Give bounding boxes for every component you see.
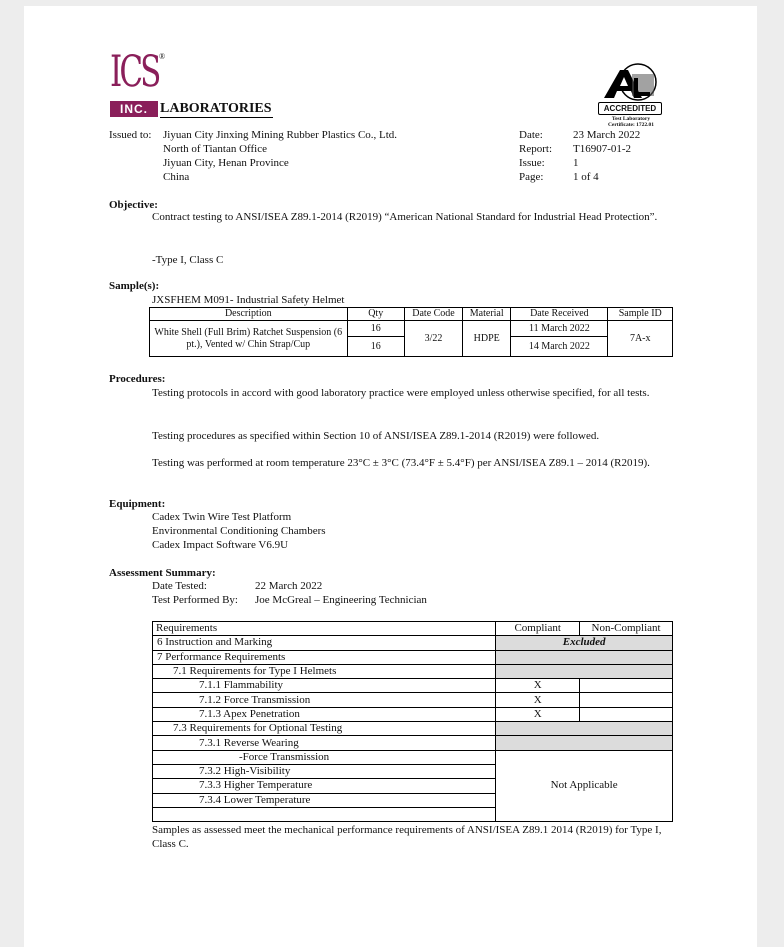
compliant-mark: X [496, 693, 580, 707]
logo-ics-text: ICS [110, 47, 159, 97]
table-row [153, 722, 673, 736]
shaded-cell [496, 722, 673, 736]
sample-date-received-1: 11 March 2022 [511, 321, 608, 337]
requirement-label: 7.3.4 Lower Temperature [153, 793, 496, 807]
requirement-label: 7 Performance Requirements [153, 650, 496, 664]
table-row [153, 650, 673, 664]
not-applicable-cell: Not Applicable [496, 750, 673, 821]
assessment-heading: Assessment Summary: [109, 567, 216, 579]
non-compliant-cell [580, 707, 673, 721]
page-value: 1 of 4 [573, 171, 599, 183]
sample-date-received-2: 14 March 2022 [511, 337, 608, 357]
requirement-label: 7.3.1 Reverse Wearing [153, 736, 496, 750]
issued-to-line-1: Jiyuan City Jinxing Mining Rubber Plastics Co., Ltd. [163, 129, 398, 141]
certificate-label: Certificate: 1722.01 [607, 122, 655, 128]
equipment-item: Cadex Impact Software V6.9U [152, 539, 289, 551]
page-label: Page: [519, 171, 544, 183]
column-header: Requirements [153, 622, 496, 636]
compliant-mark: X [496, 707, 580, 721]
requirement-label: 7.3 Requirements for Optional Testing [153, 722, 496, 736]
a2la-emblem-icon [598, 60, 666, 102]
logo-registered-mark: ® [159, 52, 166, 61]
requirement-label: 7.1.3 Apex Penetration [153, 707, 496, 721]
sample-name: JXSFHEM M091- Industrial Safety Helmet [152, 294, 345, 306]
column-header: Description [150, 308, 348, 321]
issue-value: 1 [573, 157, 579, 169]
equipment-heading: Equipment: [109, 498, 166, 510]
column-header: Non-Compliant [580, 622, 673, 636]
issued-to-label: Issued to: [109, 129, 152, 141]
issued-to-line-4: China [163, 171, 190, 183]
sample-description: White Shell (Full Brim) Ratchet Suspension (6 pt.), Vented w/ Chin Strap/Cup [150, 321, 348, 357]
column-header: Material [463, 308, 511, 321]
non-compliant-cell [580, 679, 673, 693]
requirement-label: 7.3.3 Higher Temperature [153, 779, 496, 793]
table-row [150, 321, 673, 337]
procedures-heading: Procedures: [109, 373, 166, 385]
column-header: Date Code [404, 308, 462, 321]
shaded-cell [496, 650, 673, 664]
issued-to-line-2: North of Tiantan Office [163, 143, 267, 155]
date-tested-label: Date Tested: [152, 580, 207, 592]
table-row [153, 664, 673, 678]
requirement-label: 7.3.2 High-Visibility [153, 764, 496, 778]
date-label: Date: [519, 129, 543, 141]
table-row [153, 679, 673, 693]
objective-text: Contract testing to ANSI/ISEA Z89.1-2014 (R2019) “American National Standard for Industrial Head Protection”. [152, 211, 658, 223]
non-compliant-cell [580, 693, 673, 707]
date-tested-value: 22 March 2022 [255, 580, 323, 592]
table-row [153, 750, 673, 764]
shaded-cell [496, 736, 673, 750]
samples-table [149, 307, 673, 357]
column-header: Date Received [511, 308, 608, 321]
shaded-cell [496, 664, 673, 678]
date-value: 23 March 2022 [573, 129, 641, 141]
logo-inc-badge: INC. [110, 101, 158, 117]
procedure-paragraph-1: Testing protocols in accord with good laboratory practice were employed unless otherwise specified, for all tests. [152, 387, 650, 399]
logo-laboratories-text: LABORATORIES [160, 101, 272, 116]
accredited-badge: ACCREDITED [598, 102, 662, 115]
sample-date-code: 3/22 [404, 321, 462, 357]
table-row [153, 707, 673, 721]
table-header-row [150, 308, 673, 321]
table-row [153, 636, 673, 650]
equipment-item: Environmental Conditioning Chambers [152, 525, 326, 537]
performed-by-label: Test Performed By: [152, 594, 238, 606]
conclusion-text: Samples as assessed meet the mechanical performance requirements of ANSI/ISEA Z89.1 2014 (R2019) for Type I, Class C. [152, 824, 662, 850]
sample-id: 7A-x [608, 321, 673, 357]
equipment-item: Cadex Twin Wire Test Platform [152, 511, 292, 523]
report-value: T16907-01-2 [573, 143, 632, 155]
objective-type: -Type I, Class C [152, 254, 224, 266]
issued-to-line-3: Jiyuan City, Henan Province [163, 157, 289, 169]
table-row [153, 693, 673, 707]
compliant-mark: X [496, 679, 580, 693]
samples-heading: Sample(s): [109, 280, 160, 292]
procedure-paragraph-2: Testing procedures as specified within Section 10 of ANSI/ISEA Z89.1-2014 (R2019) were followed. [152, 430, 600, 442]
sample-qty-1: 16 [347, 321, 404, 337]
report-label: Report: [519, 143, 552, 155]
objective-heading: Objective: [109, 199, 158, 211]
requirement-label: -Force Transmission [153, 750, 496, 764]
accreditation-logo [598, 60, 666, 132]
issue-label: Issue: [519, 157, 545, 169]
table-row [153, 736, 673, 750]
requirement-label: 7.1.1 Flammability [153, 679, 496, 693]
performed-by-value: Joe McGreal – Engineering Technician [255, 594, 427, 606]
requirement-label: 6 Instruction and Marking [153, 636, 496, 650]
sample-material: HDPE [463, 321, 511, 357]
column-header: Sample ID [608, 308, 673, 321]
excluded-cell: Excluded [496, 636, 673, 650]
requirement-label: 7.1.2 Force Transmission [153, 693, 496, 707]
table-header-row [153, 622, 673, 636]
requirement-label [153, 807, 496, 821]
procedure-paragraph-3: Testing was performed at room temperature 23°C ± 3°C (73.4°F ± 5.4°F) per ANSI/ISEA Z89.1 – 2014 (R2019). [152, 457, 650, 469]
column-header: Compliant [496, 622, 580, 636]
requirement-label: 7.1 Requirements for Type I Helmets [153, 664, 496, 678]
test-laboratory-label: Test Laboratory [611, 116, 651, 122]
sample-qty-2: 16 [347, 337, 404, 357]
requirements-table [152, 621, 673, 822]
document-page [24, 6, 757, 947]
column-header: Qty [347, 308, 404, 321]
